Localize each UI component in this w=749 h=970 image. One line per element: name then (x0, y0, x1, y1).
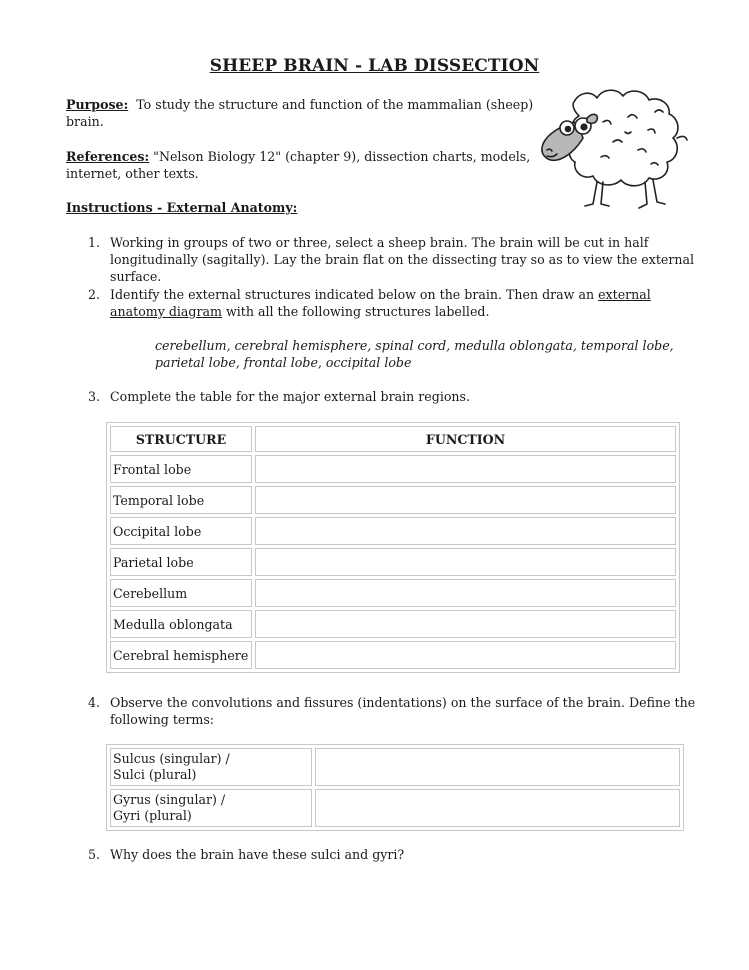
step-4 (88, 694, 710, 728)
step-4-line1: Observe the convolutions and fissures (indentations) on the surface of the brain. Define the (110, 695, 696, 710)
step-5-text: Why does the brain have these sulci and gyri? (110, 847, 405, 862)
table-row (110, 610, 676, 638)
term-line2: Gyri (plural) (113, 808, 192, 823)
step-3 (88, 388, 710, 405)
step-1-line1: Working in groups of two or three, select a sheep brain. The brain will be cut in half (110, 235, 649, 250)
table-row (110, 548, 676, 576)
term-cell (110, 789, 312, 827)
terms-table (106, 744, 684, 831)
references-label: References: (66, 149, 150, 164)
step-2-line2b: with all the following structures labelled. (221, 304, 490, 319)
step-2 (88, 286, 710, 320)
term-cell (110, 748, 312, 786)
term-line2: Sulci (plural) (113, 767, 197, 782)
regions-table (106, 422, 680, 673)
purpose-text-line2: brain. (66, 114, 104, 129)
structure-cell: Medulla oblongata (110, 610, 252, 638)
table-row (110, 641, 676, 669)
step-3-number: 3. (88, 389, 101, 404)
table-row (110, 517, 676, 545)
structure-cell: Frontal lobe (110, 455, 252, 483)
step-4-number: 4. (88, 695, 101, 710)
step-1-number: 1. (88, 235, 101, 250)
step-5 (88, 846, 710, 863)
table-row (110, 579, 676, 607)
step-2-number: 2. (88, 287, 101, 302)
structure-cell: Temporal lobe (110, 486, 252, 514)
definition-cell[interactable] (315, 748, 680, 786)
structure-cell: Cerebral hemisphere (110, 641, 252, 669)
purpose-paragraph (66, 96, 536, 130)
table-row (110, 789, 680, 827)
step-1-line2: longitudinally (sagitally). Lay the brain flat on the dissecting tray so as to view the external (110, 252, 695, 267)
definition-cell[interactable] (315, 789, 680, 827)
header-function: FUNCTION (255, 426, 676, 452)
term-line1: Gyrus (singular) / (113, 792, 226, 807)
step-5-number: 5. (88, 847, 101, 862)
structures-list (155, 337, 715, 371)
step-4-line2: following terms: (110, 712, 215, 727)
references-paragraph (66, 148, 536, 182)
function-cell[interactable] (255, 641, 676, 669)
sheep-illustration (533, 82, 703, 217)
table-row (110, 486, 676, 514)
function-cell[interactable] (255, 610, 676, 638)
instructions-heading: Instructions - External Anatomy: (66, 200, 298, 215)
function-cell[interactable] (255, 548, 676, 576)
references-text-line1: "Nelson Biology 12" (chapter 9), dissection charts, models, (153, 149, 531, 164)
step-1-line3: surface. (110, 269, 162, 284)
structures-line2: parietal lobe, frontal lobe, occipital lobe (155, 355, 412, 370)
structures-line1: cerebellum, cerebral hemisphere, spinal cord, medulla oblongata, temporal lobe, (155, 338, 674, 353)
function-cell[interactable] (255, 579, 676, 607)
structure-cell: Parietal lobe (110, 548, 252, 576)
structure-cell: Occipital lobe (110, 517, 252, 545)
page-title: SHEEP BRAIN - LAB DISSECTION (209, 56, 540, 76)
step-2-line1b: external (598, 287, 651, 302)
step-3-text: Complete the table for the major external brain regions. (110, 389, 471, 404)
step-1 (88, 234, 710, 285)
purpose-label: Purpose: (66, 97, 129, 112)
purpose-text-line1: To study the structure and function of the mammalian (sheep) (136, 97, 534, 112)
structure-cell: Cerebellum (110, 579, 252, 607)
function-cell[interactable] (255, 486, 676, 514)
function-cell[interactable] (255, 517, 676, 545)
table-row (110, 455, 676, 483)
term-line1: Sulcus (singular) / (113, 751, 230, 766)
header-structure: STRUCTURE (110, 426, 252, 452)
regions-table-header-row (110, 426, 676, 452)
function-cell[interactable] (255, 455, 676, 483)
step-2-line2a: anatomy diagram (110, 304, 222, 319)
references-text-line2: internet, other texts. (66, 166, 199, 181)
step-2-line1a: Identify the external structures indicated below on the brain. Then draw an (110, 287, 599, 302)
table-row (110, 748, 680, 786)
